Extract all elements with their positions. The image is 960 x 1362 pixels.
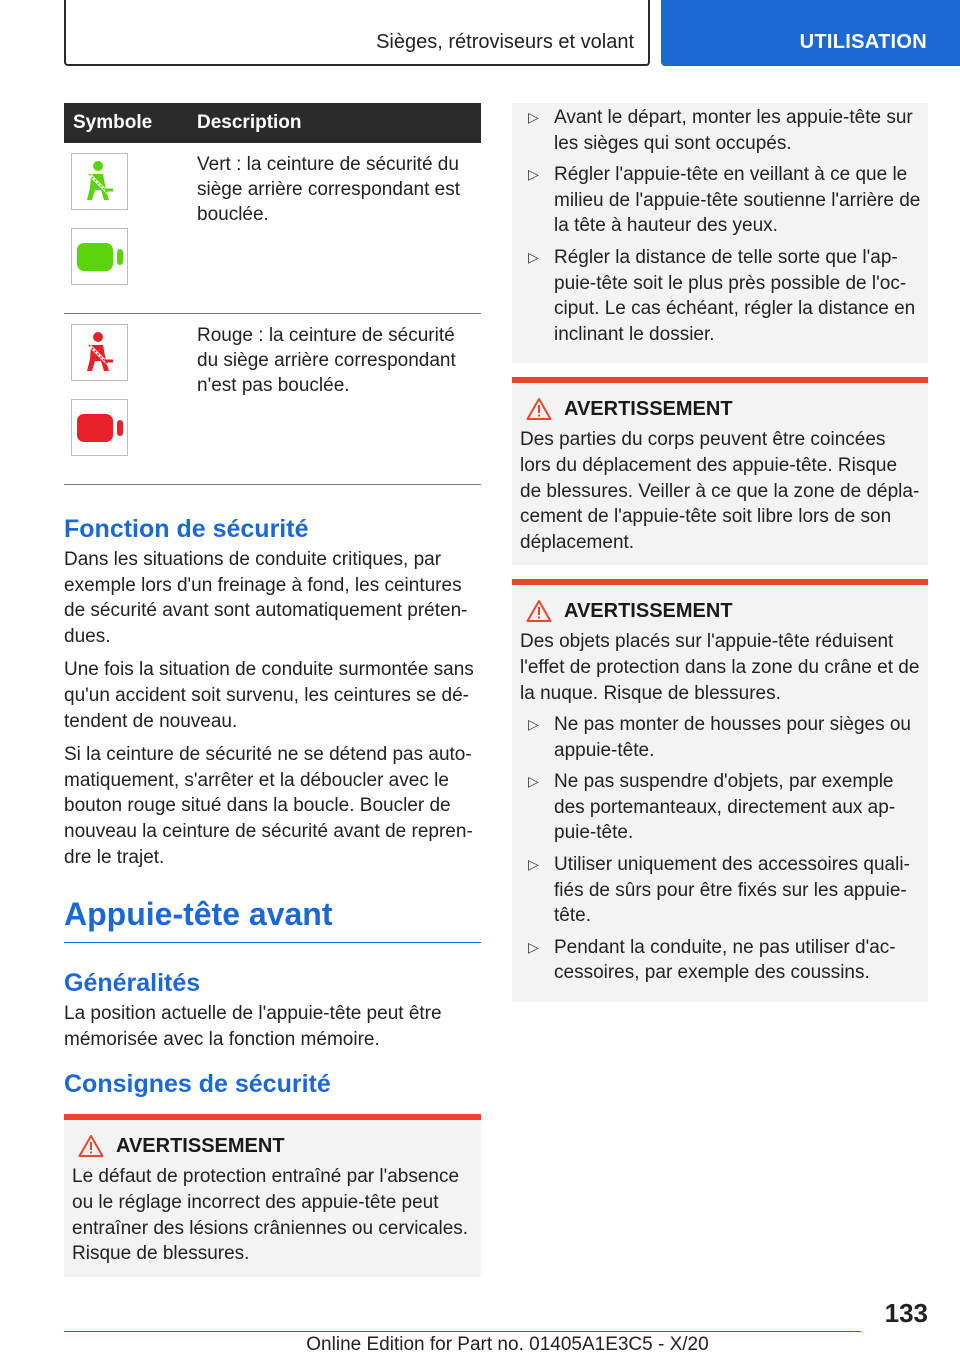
symbol-table	[64, 103, 481, 485]
list-item: ▷ Ne pas monter de housses pour sièges ou appuie-tête.	[528, 714, 911, 761]
warning-label: AVERTISSEMENT	[116, 1134, 285, 1157]
left-column	[64, 103, 481, 1277]
warning-label: AVERTISSEMENT	[564, 397, 733, 420]
warning-label: AVERTISSEMENT	[564, 599, 733, 622]
fonction-paragraph-3: Si la ceinture de sécurité ne se détend pas automatiquement, s'arrêter et la déboucler avec le bouton rouge situé dans la boucle. Boucler de nouveau la ceinture de sécurité avant de reprendre le trajet.	[64, 744, 473, 868]
triangle-bullet-icon: ▷	[528, 109, 539, 125]
header-tab-label: UTILISATION	[799, 31, 927, 53]
list-item: ▷ Pendant la conduite, ne pas utiliser d'accessoires, par exemple des coussins.	[528, 936, 896, 984]
row-description: Vert : la ceinture de sécurité du siège arrière correspondant est bouclée.	[188, 143, 481, 314]
generalites-heading: Généralités	[64, 969, 201, 998]
list-item: ▷ Utiliser uniquement des accessoires qualifiés de sûrs pour être fixés sur les appuie-tête.	[528, 854, 910, 927]
right-column	[512, 103, 928, 1002]
warning-box-2	[512, 377, 928, 565]
list-item: ▷ Ne pas suspendre d'objets, par exemple des portemanteaux, directement aux appuie-tête.	[528, 771, 896, 844]
seatbelt-unfastened-icon	[71, 324, 128, 381]
warning-box-1	[64, 1114, 481, 1276]
warning-triangle-icon	[526, 397, 552, 421]
warning-text: Le défaut de protection entraîné par l'absence ou le réglage incorrect des appuie-tête peut entraîner des lésions crâniennes ou cervicales. Risque de blessures.	[72, 1166, 469, 1265]
triangle-bullet-icon: ▷	[528, 856, 539, 873]
footer-edition: Online Edition for Part no. 01405A1E3C5 - X/20	[306, 1334, 709, 1355]
rear-seat-red-indicator-icon	[71, 399, 128, 456]
row-description: Rouge : la ceinture de sécurité du siège arrière correspondant n'est pas bouclée.	[188, 314, 481, 485]
rear-seat-green-indicator-icon	[71, 228, 128, 285]
triangle-bullet-icon: ▷	[528, 248, 539, 265]
warning-box-3	[512, 579, 928, 1002]
consignes-heading: Consignes de sécurité	[64, 1070, 331, 1099]
seatbelt-fastened-icon	[71, 153, 128, 210]
triangle-bullet-icon: ▷	[528, 716, 539, 733]
warning-text: Des parties du corps peuvent être coincées lors du déplacement des appuie-tête. Risque de blessures. Veiller à ce que la zone de déplacement de l'appuie-tête soit libre lors de son déplacement.	[520, 429, 920, 553]
steps-box-1	[512, 103, 928, 363]
header-tab[interactable]	[661, 0, 960, 66]
col-description-header: Description	[188, 103, 481, 143]
list-item: ▷ Régler l'appuie-tête en veillant à ce que le milieu de l'appuie-tête soutienne l'arrière de la tête à hauteur des yeux.	[528, 164, 921, 237]
list-item: ▷ Avant le départ, monter les appuie-tête sur les sièges qui sont occupés.	[528, 107, 913, 154]
fonction-paragraph-1: Dans les situations de conduite critiques, par exemple lors d'un freinage à fond, les ceintures de sécurité avant sont automatiquement prétendues.	[64, 549, 468, 647]
table-row	[64, 314, 481, 485]
footer-divider	[64, 1331, 861, 1332]
warning-text: Des objets placés sur l'appuie-tête réduisent l'effet de protection dans la zone du crâne et de la nuque. Risque de blessures.	[520, 631, 920, 704]
generalites-text: La position actuelle de l'appuie-tête peut être mémorisée avec la fonction mémoire.	[64, 1003, 442, 1050]
fonction-paragraph-2: Une fois la situation de conduite surmontée sans qu'un accident soit survenu, les ceintures se détendent de nouveau.	[64, 659, 474, 732]
warning-triangle-icon	[78, 1134, 104, 1158]
triangle-bullet-icon: ▷	[528, 938, 539, 955]
table-row	[64, 143, 481, 314]
list-item: ▷ Régler la distance de telle sorte que l'appuie-tête soit le plus près possible de l'occiput. Le cas échéant, régler la distance en inclinant le dossier.	[528, 246, 916, 345]
appuie-heading: Appuie-tête avant	[64, 894, 481, 943]
fonction-heading: Fonction de sécurité	[64, 515, 309, 543]
page-number: 133	[884, 1298, 928, 1328]
header-section-box	[64, 0, 650, 66]
triangle-bullet-icon: ▷	[528, 166, 539, 183]
col-symbol-header: Symbole	[64, 103, 188, 143]
triangle-bullet-icon: ▷	[528, 773, 539, 790]
header-section-title: Sièges, rétroviseurs et volant	[376, 31, 634, 53]
warning-triangle-icon	[526, 599, 552, 623]
